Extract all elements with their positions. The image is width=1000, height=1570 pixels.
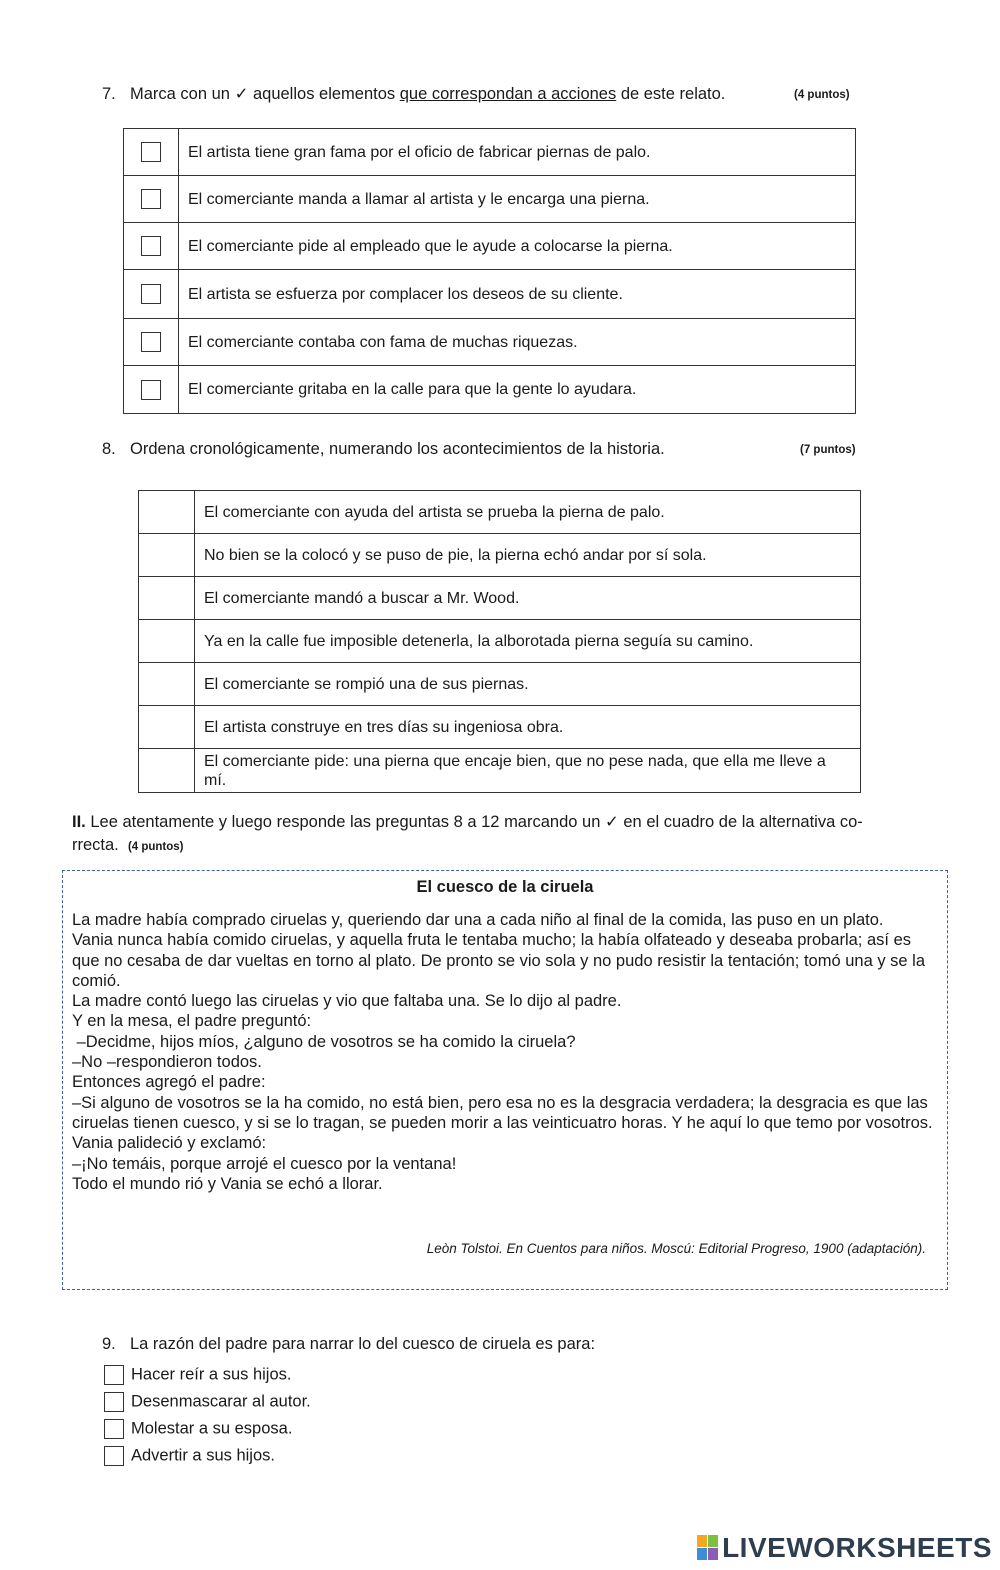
section2-instructions bbox=[72, 811, 922, 859]
q8-row-text-5: El comerciante se rompió una de sus piernas. bbox=[195, 663, 861, 706]
q9-option-label: Hacer reír a sus hijos. bbox=[131, 1365, 292, 1384]
q8-row-text-3: El comerciante mandó a buscar a Mr. Wood. bbox=[195, 577, 861, 620]
q8-number-cell-3[interactable] bbox=[139, 577, 195, 620]
q8-row-text-1: El comerciante con ayuda del artista se prueba la pierna de palo. bbox=[195, 491, 861, 534]
q7-row-text-6: El comerciante gritaba en la calle para que la gente lo ayudara. bbox=[179, 366, 856, 414]
q7-points: (4 puntos) bbox=[794, 89, 850, 101]
check-mark-icon: ✓ bbox=[234, 85, 249, 103]
q9-option-3[interactable] bbox=[104, 1419, 292, 1439]
q9-text: La razón del padre para narrar lo del cuesco de ciruela es para: bbox=[130, 1335, 596, 1353]
q7-checkbox-1[interactable] bbox=[141, 142, 161, 162]
story-paragraph: –Si alguno de vosotros se la ha comido, no está bien, pero esa no es la desgracia verdadera; la desgracia es que las ciruelas tienen cuesco, y si se lo tragan, se pueden morir a las veinticuatro horas. Y he aquí lo que temo por vosotros. bbox=[72, 1093, 933, 1132]
story-paragraph: Entonces agregó el padre: bbox=[72, 1073, 266, 1092]
table-row bbox=[139, 706, 861, 749]
story-citation: Leòn Tolstoi. En Cuentos para niños. Moscú: Editorial Progreso, 1900 (adaptación). bbox=[426, 1241, 926, 1256]
q9-option-label: Desenmascarar al autor. bbox=[131, 1392, 311, 1411]
q9-prompt bbox=[102, 1335, 595, 1354]
q7-checkbox-5[interactable] bbox=[141, 332, 161, 352]
q8-number-cell-1[interactable] bbox=[139, 491, 195, 534]
story-title: El cuesco de la ciruela bbox=[416, 878, 594, 896]
story-paragraph: –No –respondieron todos. bbox=[72, 1053, 262, 1072]
story-paragraph: La madre había comprado ciruelas y, queriendo dar una a cada niño al final de la comida, las puso en un plato. bbox=[72, 911, 884, 929]
q7-row-text-5: El comerciante contaba con fama de muchas riquezas. bbox=[179, 319, 856, 366]
q8-number-cell-4[interactable] bbox=[139, 620, 195, 663]
q8-row-text-7: El comerciante pide: una pierna que encaje bien, que no pese nada, que ella me lleve a mí. bbox=[195, 749, 861, 793]
q9-checkbox-2[interactable] bbox=[104, 1392, 124, 1412]
q8-number-cell-2[interactable] bbox=[139, 534, 195, 577]
q8-row-text-2: No bien se la colocó y se puso de pie, la pierna echó andar por sí sola. bbox=[195, 534, 861, 577]
table-row bbox=[139, 620, 861, 663]
q7-row-text-4: El artista se esfuerza por complacer los deseos de su cliente. bbox=[179, 270, 856, 319]
section2-text-a: Lee atentamente y luego responde las preguntas 8 a 12 marcando un bbox=[85, 813, 605, 831]
table-row bbox=[139, 749, 861, 793]
table-row bbox=[139, 534, 861, 577]
liveworksheets-logo-icon bbox=[697, 1535, 719, 1561]
q7-prompt bbox=[102, 84, 725, 104]
q9-option-label: Molestar a su esposa. bbox=[131, 1419, 293, 1438]
table-row bbox=[124, 129, 856, 176]
table-row bbox=[139, 577, 861, 620]
q7-number: 7. bbox=[102, 85, 116, 103]
logo-text: LIVEWORKSHEETS bbox=[722, 1532, 992, 1563]
check-mark-icon: ✓ bbox=[604, 813, 619, 831]
q7-checkbox-4[interactable] bbox=[141, 284, 161, 304]
q9-option-1[interactable] bbox=[104, 1365, 291, 1385]
q7-checkbox-3[interactable] bbox=[141, 236, 161, 256]
q8-row-text-4: Ya en la calle fue imposible detenerla, la alborotada pierna seguía su camino. bbox=[195, 620, 861, 663]
q9-option-4[interactable] bbox=[104, 1446, 275, 1466]
q8-number: 8. bbox=[102, 440, 116, 458]
q8-number-cell-7[interactable] bbox=[139, 749, 195, 793]
story-paragraph: Todo el mundo rió y Vania se echó a llorar. bbox=[72, 1174, 383, 1193]
q7-row-text-1: El artista tiene gran fama por el oficio de fabricar piernas de palo. bbox=[179, 129, 856, 176]
table-row bbox=[124, 319, 856, 366]
liveworksheets-logo[interactable] bbox=[697, 1532, 992, 1564]
q7-checkbox-6[interactable] bbox=[141, 380, 161, 400]
story-paragraph: Vania palideció y exclamó: bbox=[72, 1134, 267, 1153]
q8-number-cell-6[interactable] bbox=[139, 706, 195, 749]
story-body bbox=[72, 910, 938, 1194]
table-row bbox=[124, 366, 856, 414]
story-box bbox=[62, 870, 948, 1290]
table-row bbox=[139, 491, 861, 534]
q8-prompt bbox=[102, 440, 665, 459]
table-row bbox=[124, 176, 856, 223]
story-paragraph: La madre contó luego las ciruelas y vio que faltaba una. Se lo dijo al padre. bbox=[72, 992, 622, 1011]
q9-option-label: Advertir a sus hijos. bbox=[131, 1446, 275, 1465]
q8-table bbox=[138, 490, 861, 793]
story-paragraph: Y en la mesa, el padre preguntó: bbox=[72, 1012, 312, 1031]
q7-table bbox=[123, 128, 856, 414]
section2-text-b: en el cuadro de la alternativa co-rrecta. bbox=[72, 813, 863, 854]
story-paragraph: –Decidme, hijos míos, ¿alguno de vosotros se ha comido la ciruela? bbox=[72, 1032, 576, 1051]
section2-label: II. bbox=[72, 813, 86, 831]
q7-row-text-2: El comerciante manda a llamar al artista y le encarga una pierna. bbox=[179, 176, 856, 223]
q7-row-text-3: El comerciante pide al empleado que le ayude a colocarse la pierna. bbox=[179, 223, 856, 270]
q7-text-b: aquellos elementos bbox=[248, 85, 400, 103]
section2-points: (4 puntos) bbox=[127, 841, 184, 853]
q9-option-2[interactable] bbox=[104, 1392, 311, 1412]
table-row bbox=[124, 270, 856, 319]
story-paragraph: Vania nunca había comido ciruelas, y aquella fruta le tentaba mucho; la había olfateado y deseaba probarla; así es que no cesaba de dar vueltas en torno al plato. De pronto se vio sola y no pudo resistir la tentación; tomó una y se la comió. bbox=[72, 931, 926, 990]
q8-row-text-6: El artista construye en tres días su ingeniosa obra. bbox=[195, 706, 861, 749]
table-row bbox=[139, 663, 861, 706]
q8-points: (7 puntos) bbox=[800, 444, 856, 456]
q7-text-c: de este relato. bbox=[616, 85, 726, 103]
q9-checkbox-1[interactable] bbox=[104, 1365, 124, 1385]
q7-checkbox-2[interactable] bbox=[141, 189, 161, 209]
q9-checkbox-4[interactable] bbox=[104, 1446, 124, 1466]
story-paragraph: –¡No temáis, porque arrojé el cuesco por la ventana! bbox=[72, 1154, 457, 1173]
q7-text-a: Marca con un bbox=[130, 85, 235, 103]
q9-number: 9. bbox=[102, 1335, 116, 1353]
q7-text-underlined: que correspondan a acciones bbox=[399, 85, 617, 103]
q9-checkbox-3[interactable] bbox=[104, 1419, 124, 1439]
q8-text: Ordena cronológicamente, numerando los acontecimientos de la historia. bbox=[130, 440, 665, 458]
table-row bbox=[124, 223, 856, 270]
q8-number-cell-5[interactable] bbox=[139, 663, 195, 706]
